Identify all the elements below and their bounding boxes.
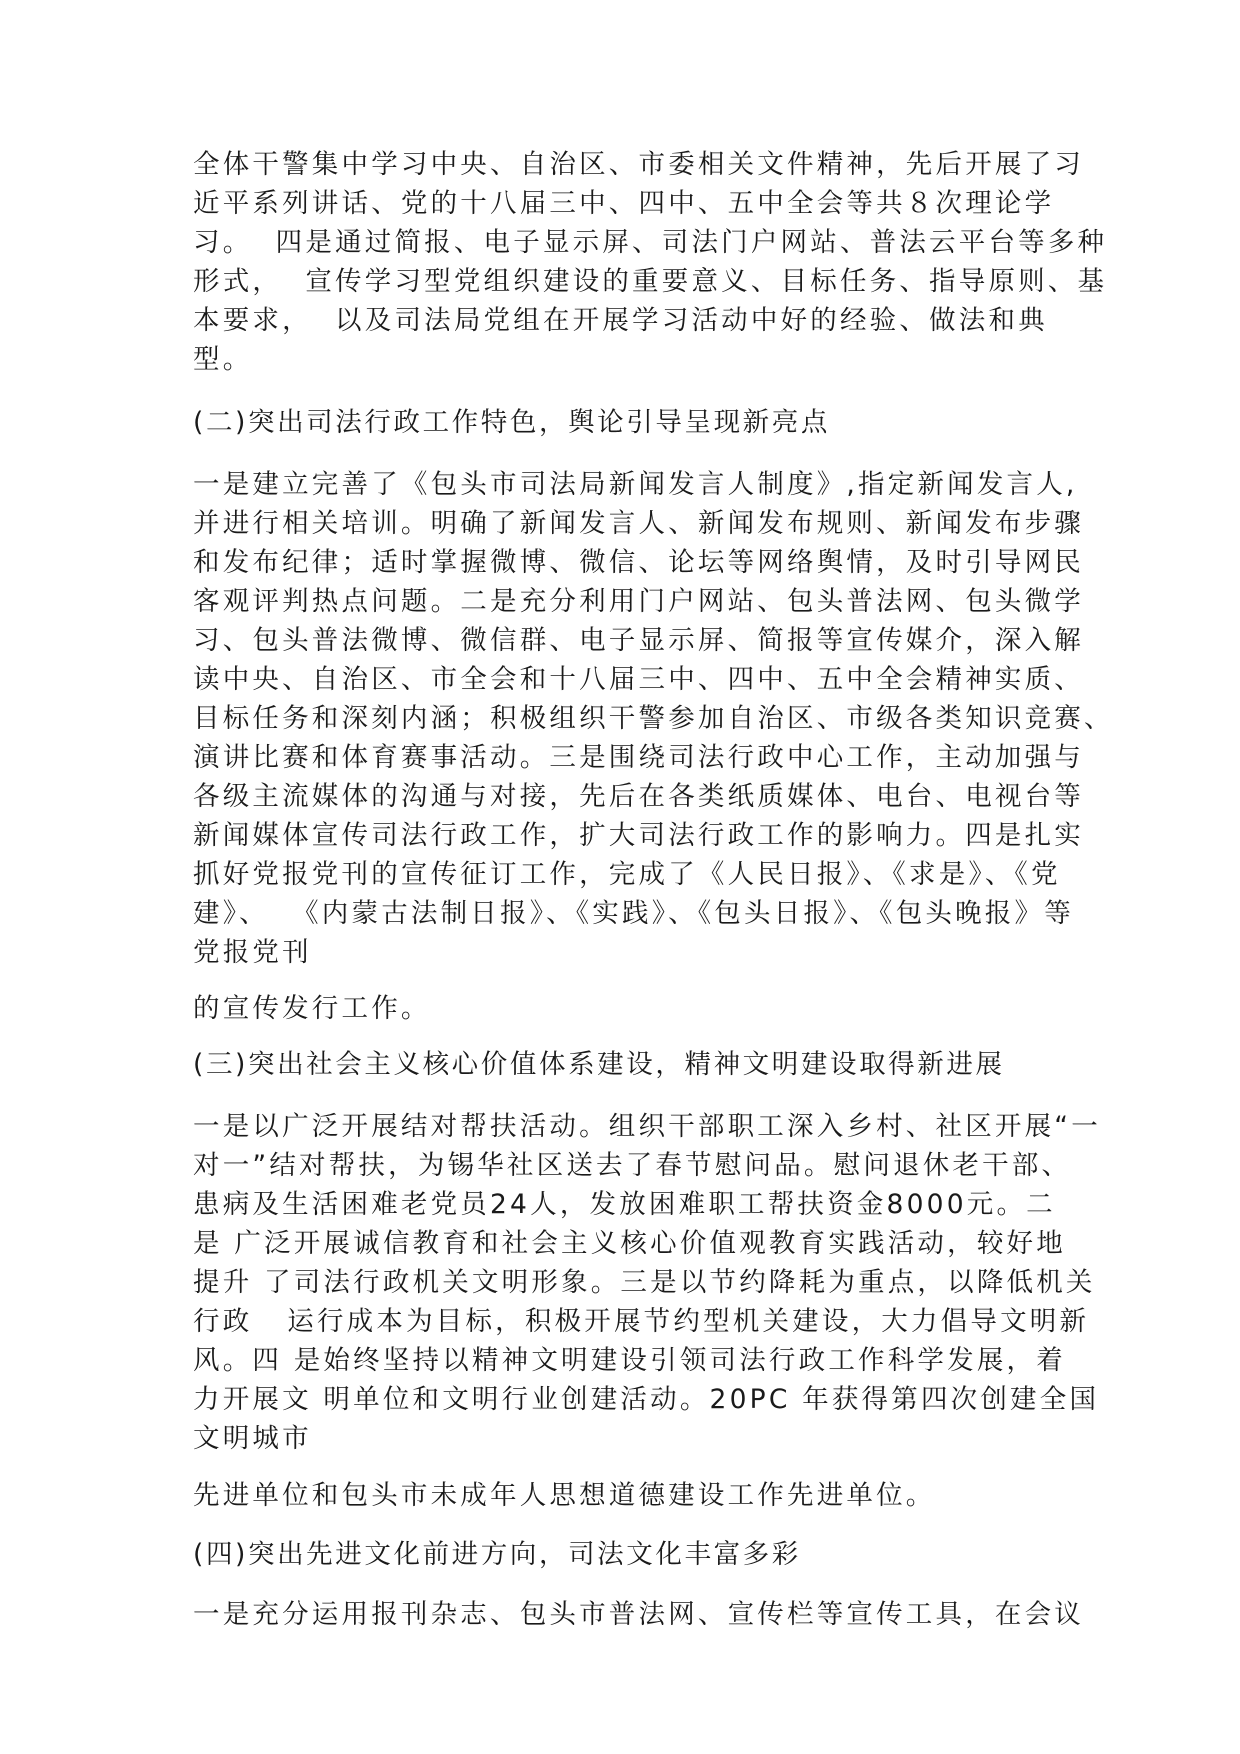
section-3-line: 提升 了司法行政机关文明形象。三是以节约降耗为重点，以降低机关 — [193, 1267, 1096, 1298]
section-2-line: 读中央、自治区、市全会和十八届三中、四中、五中全会精神实质、 — [193, 664, 1084, 695]
section-3-heading: (三)突出社会主义核心价值体系建设，精神文明建设取得新进展 — [193, 1049, 1005, 1080]
section-2-line: 一是建立完善了《包头市司法局新闻发言人制度》,指定新闻发言人, — [193, 469, 1078, 500]
intro-line: 习。 四是通过简报、电子显示屏、司法门户网站、普法云平台等多种 — [193, 227, 1108, 258]
section-2-line: 新闻媒体宣传司法行政工作，扩大司法行政工作的影响力。四是扎实 — [193, 820, 1084, 851]
section-2-heading-wrap — [193, 403, 1073, 442]
section-2-line: 习、包头普法微博、微信群、电子显示屏、简报等宣传媒介，深入解 — [193, 625, 1084, 656]
section-3-paragraph — [193, 1107, 1101, 1458]
section-2-line: 党报党刊 — [193, 937, 312, 968]
intro-paragraph — [193, 145, 1108, 379]
section-2-line: 和发布纪律；适时掌握微博、微信、论坛等网络舆情，及时引导网民 — [193, 547, 1084, 578]
section-2-heading: (二)突出司法行政工作特色，舆论引导呈现新亮点 — [193, 407, 830, 438]
section-3-line: 是 广泛开展诚信教育和社会主义核心价值观教育实践活动，较好地 — [193, 1228, 1066, 1259]
section-3-heading-wrap — [193, 1045, 1073, 1084]
section-4-heading-wrap — [193, 1535, 1073, 1574]
section-2-line: 目标任务和深刻内涵；积极组织干警参加自治区、市级各类知识竞赛、 — [193, 703, 1114, 734]
section-3-line: 行政 运行成本为目标，积极开展节约型机关建设，大力倡导文明新 — [193, 1306, 1090, 1337]
section-2-line: 各级主流媒体的沟通与对接，先后在各类纸质媒体、电台、电视台等 — [193, 781, 1084, 812]
section-4-heading: (四)突出先进文化前进方向，司法文化丰富多彩 — [193, 1539, 801, 1570]
section-4-line: 一是充分运用报刊杂志、包头市普法网、宣传栏等宣传工具，在会议 — [193, 1599, 1084, 1630]
section-2-line: 演讲比赛和体育赛事活动。三是围绕司法行政中心工作，主动加强与 — [193, 742, 1084, 773]
section-2-line: 并进行相关培训。明确了新闻发言人、新闻发布规则、新闻发布步骤 — [193, 508, 1084, 539]
section-2-line: 客观评判热点问题。二是充分利用门户网站、包头普法网、包头微学 — [193, 586, 1084, 617]
section-3-line: 风。四 是始终坚持以精神文明建设引领司法行政工作科学发展，着 — [193, 1345, 1066, 1376]
section-3-line: 对一”结对帮扶，为锡华社区送去了春节慰问品。慰问退休老干部、 — [193, 1150, 1072, 1181]
section-3-continuation: 先进单位和包头市未成年人思想道德建设工作先进单位。 — [193, 1480, 936, 1511]
intro-line: 近平系列讲话、党的十八届三中、四中、五中全会等共８次理论学 — [193, 188, 1055, 219]
section-3-line: 力开展文 明单位和文明行业创建活动。20PC 年获得第四次创建全国 — [193, 1384, 1100, 1415]
section-2-paragraph — [193, 465, 1114, 972]
section-2-continuation: 的宣传发行工作。 — [193, 993, 431, 1024]
intro-line: 型。 — [193, 344, 253, 375]
section-2-line: 抓好党报党刊的宣传征订工作，完成了《人民日报》、《求是》、《党 — [193, 859, 1061, 890]
section-3-continuation-wrap — [193, 1476, 1073, 1515]
section-2-continuation-wrap — [193, 989, 1073, 1028]
section-4-paragraph — [193, 1595, 1084, 1634]
intro-line: 形式， 宣传学习型党组织建设的重要意义、目标任务、指导原则、基 — [193, 266, 1108, 297]
section-3-line: 文明城市 — [193, 1423, 312, 1454]
section-2-line: 建》、 《内蒙古法制日报》、《实践》、《包头日报》、《包头晚报》等 — [193, 898, 1074, 929]
section-3-line: 一是以广泛开展结对帮扶活动。组织干部职工深入乡村、社区开展“一 — [193, 1111, 1101, 1142]
intro-line: 本要求， 以及司法局党组在开展学习活动中好的经验、做法和典 — [193, 305, 1048, 336]
intro-line: 全体干警集中学习中央、自治区、市委相关文件精神，先后开展了习 — [193, 149, 1084, 180]
section-3-line: 患病及生活困难老党员24人，发放困难职工帮扶资金8000元。二 — [193, 1189, 1056, 1220]
